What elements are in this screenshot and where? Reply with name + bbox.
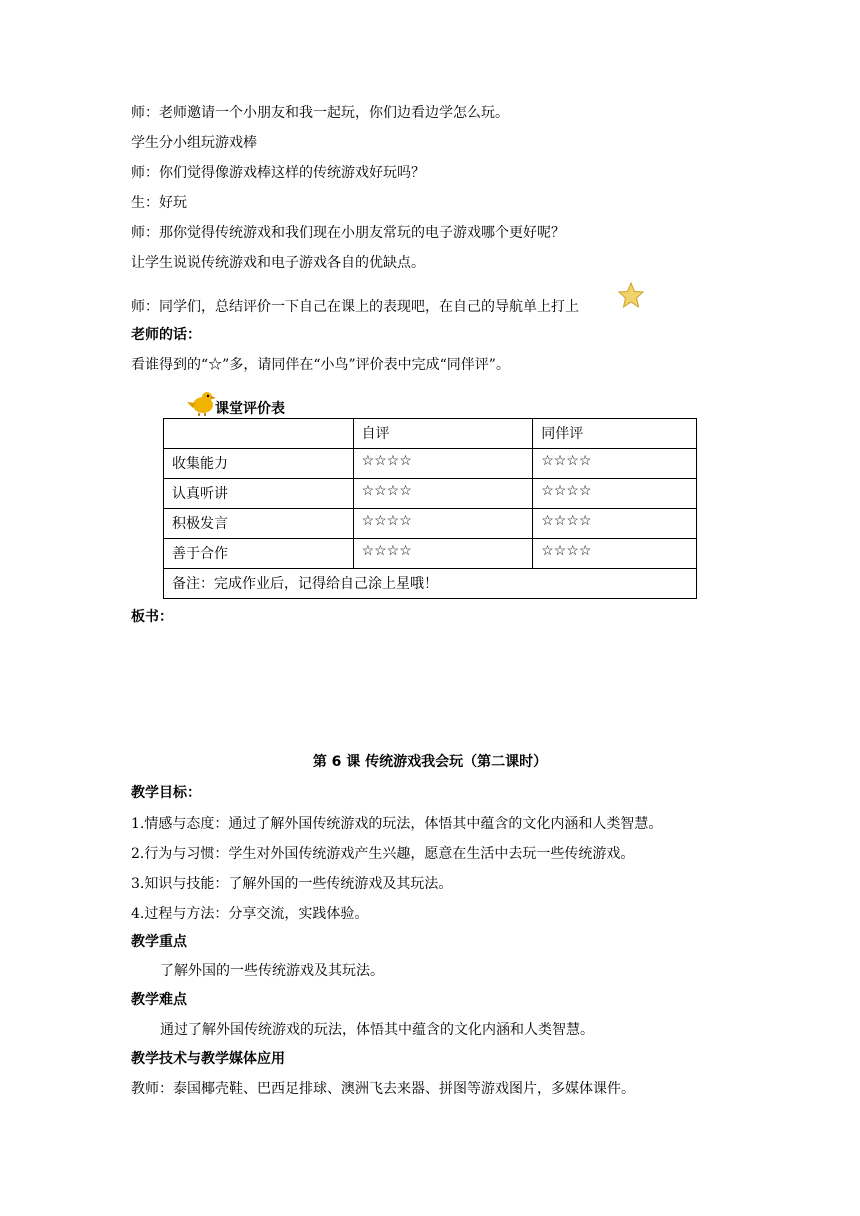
line-teacher-invite: 师：老师邀请一个小朋友和我一起玩，你们边看边学怎么玩。 [131,105,509,121]
line-teacher-question: 师：你们觉得像游戏棒这样的传统游戏好玩吗？ [131,165,425,181]
objective-3: 3.知识与技能：了解外国的一些传统游戏及其玩法。 [131,876,453,892]
line-student-answer: 生：好玩 [131,195,187,211]
difficulty-text: 通过了解外国传统游戏的玩法，体悟其中蕴含的文化内涵和人类智慧。 [160,1022,594,1038]
table-header-cell: 同伴评 [533,419,697,449]
line-self-evaluate: 师：同学们，总结评价一下自己在课上的表现吧，在自己的导航单上打上 [131,299,579,315]
media-text: 教师：泰国椰壳鞋、巴西足排球、澳洲飞去来器、拼图等游戏图片，多媒体课件。 [131,1081,635,1097]
table-cell: 认真听讲 [164,479,354,509]
star-icon [618,282,644,308]
table-cell: ☆☆☆☆ [533,449,697,479]
lesson-title: 第 6 课 传统游戏我会玩（第二课时） [312,754,548,770]
table-note: 备注：完成作业后，记得给自己涂上星哦！ [164,569,697,599]
table-cell: 积极发言 [164,509,354,539]
table-header-cell [164,419,354,449]
table-cell: ☆☆☆☆ [353,449,533,479]
table-header-row [164,419,697,449]
evaluation-table [163,418,697,599]
table-cell: ☆☆☆☆ [353,539,533,569]
table-row [164,539,697,569]
key-points-text: 了解外国的一些传统游戏及其玩法。 [160,963,384,979]
evaluation-table-title: 课堂评价表 [215,401,285,417]
objective-4: 4.过程与方法：分享交流，实践体验。 [131,906,369,922]
table-cell: ☆☆☆☆ [353,509,533,539]
bird-icon [185,390,217,416]
objectives-heading: 教学目标： [131,785,201,801]
teacher-words-heading: 老师的话： [131,327,201,343]
table-header-cell: 自评 [353,419,533,449]
line-teacher-compare: 师：那你觉得传统游戏和我们现在小朋友常玩的电子游戏哪个更好呢？ [131,225,565,241]
objective-1: 1.情感与态度：通过了解外国传统游戏的玩法，体悟其中蕴含的文化内涵和人类智慧。 [131,816,663,832]
table-cell: ☆☆☆☆ [353,479,533,509]
board-heading: 板书： [131,609,173,625]
table-note-row [164,569,697,599]
table-cell: ☆☆☆☆ [533,509,697,539]
table-row [164,509,697,539]
table-cell: ☆☆☆☆ [533,479,697,509]
table-cell: 善于合作 [164,539,354,569]
line-discussion: 让学生说说传统游戏和电子游戏各自的优缺点。 [131,255,425,271]
difficulty-heading: 教学难点 [131,992,187,1008]
media-heading: 教学技术与教学媒体应用 [131,1051,285,1067]
line-students-group: 学生分小组玩游戏棒 [131,135,257,151]
key-points-heading: 教学重点 [131,934,187,950]
objective-2: 2.行为与习惯：学生对外国传统游戏产生兴趣，愿意在生活中去玩一些传统游戏。 [131,846,635,862]
table-cell: ☆☆☆☆ [533,539,697,569]
line-star-instruction: 看谁得到的“☆”多，请同伴在“小鸟”评价表中完成“同伴评”。 [131,357,510,373]
table-row [164,479,697,509]
table-row [164,449,697,479]
table-cell: 收集能力 [164,449,354,479]
